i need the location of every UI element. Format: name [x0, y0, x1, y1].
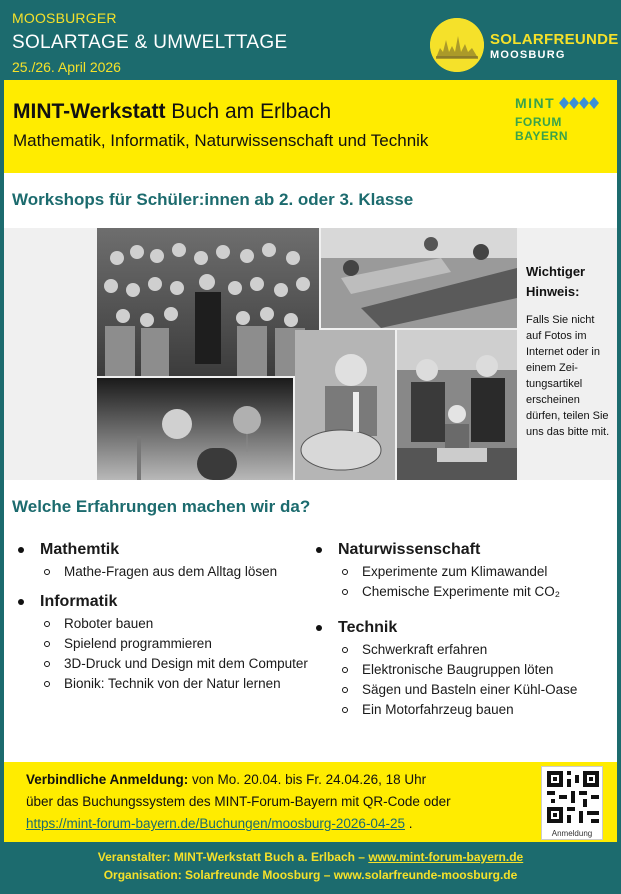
- topic-item: [316, 700, 606, 720]
- topic-title-text: Naturwissenschaft: [338, 541, 481, 558]
- registration-qr-code[interactable]: [541, 766, 603, 840]
- qr-code-icon: [547, 771, 599, 823]
- topic-title-text: Technik: [338, 619, 398, 636]
- topic-item: [316, 562, 606, 582]
- title-rest: Buch am Erlbach: [165, 100, 332, 123]
- topics-left-column: [18, 540, 308, 704]
- topics-right-column: [316, 540, 606, 730]
- child-experiment-photo: [295, 330, 395, 480]
- topic-item-text: 3D-Druck und Design mit dem Computer: [64, 656, 308, 671]
- topic-item-text: Spielend programmieren: [64, 636, 212, 651]
- solarfreunde-logo: [430, 18, 619, 72]
- page-title: [13, 100, 331, 124]
- group-photo: [97, 228, 319, 376]
- registration-label: Verbindliche Anmeldung:: [26, 772, 189, 787]
- footer-organizer-text: Veranstalter: MINT-Werkstatt Buch a. Erlbach –: [97, 850, 369, 864]
- topic-item-text: Experimente zum Klimawandel: [362, 564, 548, 579]
- circle-bullet-icon: [44, 569, 50, 575]
- circle-bullet-icon: [342, 707, 348, 713]
- circle-bullet-icon: [342, 647, 348, 653]
- header-band: [4, 4, 617, 80]
- circle-bullet-icon: [342, 667, 348, 673]
- bullet-icon: [316, 625, 322, 631]
- mint-forum-logo: [515, 94, 607, 143]
- registration-link-suffix: .: [404, 816, 413, 831]
- photo-collage: [97, 228, 517, 480]
- topic-item: [316, 582, 606, 602]
- topic-group: [316, 540, 606, 602]
- sun-town-icon: [430, 18, 484, 72]
- topic-item: [18, 614, 308, 634]
- footer: [4, 842, 617, 890]
- mint-logo-bottom: FORUM BAYERN: [515, 115, 569, 143]
- note-text: Falls Sie nicht auf Fotos im Internet oder in einem Zei-tungsartikel erscheinen dürfen, teilen Sie uns das bitte mit.: [526, 314, 610, 438]
- topic-item: [18, 674, 308, 694]
- note-heading: Wichtiger Hinweis:: [526, 264, 586, 299]
- qr-label: Anmeldung: [551, 829, 593, 838]
- footer-organizer-link[interactable]: www.mint-forum-bayern.de: [368, 850, 524, 864]
- header-date: 25./26. April 2026: [12, 59, 121, 75]
- header-title: SOLARTAGE & UMWELTTAGE: [12, 32, 288, 53]
- title-bold: MINT-Werkstatt: [13, 100, 166, 123]
- topic-title-text: Mathemtik: [40, 541, 120, 558]
- title-band: [4, 80, 617, 173]
- circle-bullet-icon: [44, 661, 50, 667]
- bullet-icon: [316, 547, 322, 553]
- workshop-room-photo: [321, 228, 517, 328]
- logo-subname: MOOSBURG: [490, 49, 566, 61]
- topic-item: [18, 654, 308, 674]
- bavarian-flag-icon: [559, 97, 603, 109]
- topic-item-text: Chemische Experimente mit CO₂: [362, 584, 561, 599]
- important-note: [526, 262, 610, 440]
- footer-organizer: [4, 850, 617, 864]
- registration-box: [4, 762, 617, 842]
- topic-item-text: Bionik: Technik von der Natur lernen: [64, 676, 281, 691]
- circle-bullet-icon: [342, 687, 348, 693]
- topic-item: [18, 562, 308, 582]
- bullet-icon: [18, 547, 24, 553]
- topic-item-text: Sägen und Basteln einer Kühl-Oase: [362, 682, 578, 697]
- header-pretitle: MOOSBURGER: [12, 10, 117, 26]
- circle-bullet-icon: [44, 641, 50, 647]
- topic-item: [316, 680, 606, 700]
- balloon-experiment-photo: [97, 378, 293, 480]
- topic-title: [18, 540, 308, 560]
- registration-text: [26, 769, 451, 835]
- topic-group: [18, 592, 308, 694]
- topic-item-text: Roboter bauen: [64, 616, 154, 631]
- adults-children-photo: [397, 330, 517, 480]
- circle-bullet-icon: [342, 569, 348, 575]
- topic-title-text: Informatik: [40, 593, 118, 610]
- topic-item-text: Schwerkraft erfahren: [362, 642, 488, 657]
- footer-organisation: Organisation: Solarfreunde Moosburg – www.solarfreunde-moosburg.de: [103, 868, 518, 882]
- topic-title: [316, 618, 606, 638]
- page-subtitle: Mathematik, Informatik, Naturwissenschaft und Technik: [13, 131, 429, 150]
- logo-name: SOLARFREUNDE: [490, 31, 619, 48]
- bullet-icon: [18, 599, 24, 605]
- topic-group: [316, 618, 606, 720]
- topic-item: [316, 660, 606, 680]
- topic-group: [18, 540, 308, 582]
- workshops-heading: Workshops für Schüler:innen ab 2. oder 3. Klasse: [12, 190, 414, 209]
- topic-item-text: Mathe-Fragen aus dem Alltag lösen: [64, 564, 278, 579]
- topic-item: [18, 634, 308, 654]
- topic-item: [316, 640, 606, 660]
- question-heading: Welche Erfahrungen machen wir da?: [12, 497, 311, 516]
- registration-link[interactable]: https://mint-forum-bayern.de/Buchungen/moosburg-2026-04-25: [26, 816, 405, 831]
- mint-logo-top: MINT: [515, 95, 556, 111]
- topic-item-text: Ein Motorfahrzeug bauen: [362, 702, 514, 717]
- circle-bullet-icon: [342, 589, 348, 595]
- circle-bullet-icon: [44, 681, 50, 687]
- topic-title: [316, 540, 606, 560]
- registration-line2: über das Buchungssystem des MINT-Forum-Bayern mit QR-Code oder: [26, 794, 451, 809]
- circle-bullet-icon: [44, 621, 50, 627]
- topic-item-text: Elektronische Baugruppen löten: [362, 662, 554, 677]
- topic-title: [18, 592, 308, 612]
- registration-period: von Mo. 20.04. bis Fr. 24.04.26, 18 Uhr: [188, 772, 427, 787]
